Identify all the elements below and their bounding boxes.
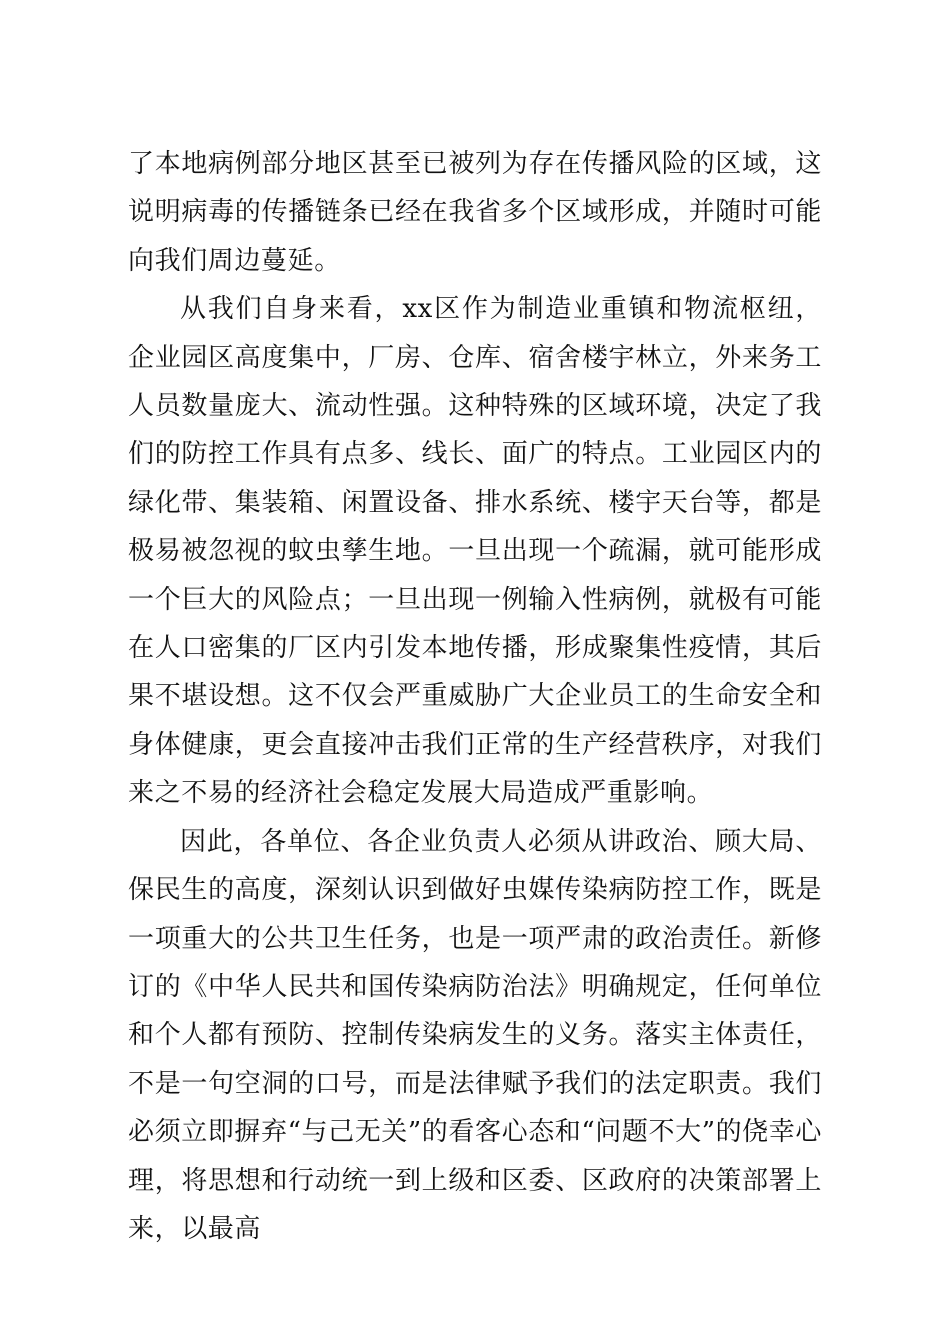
paragraph-continuation: 了本地病例部分地区甚至已被列为存在传播风险的区域，这说明病毒的传播链条已经在我省多个区域形成，并随时可能向我们周边蔓延。 bbox=[128, 149, 822, 276]
paragraph-local-situation: 从我们自身来看，xx区作为制造业重镇和物流枢纽，企业园区高度集中，厂房、仓库、宿舍楼宇林立，外来务工人员数量庞大、流动性强。这种特殊的区域环境，决定了我们的防控工作具有点多、线长、面广的特点。工业园区内的绿化带、集装箱、闲置设备、排水系统、楼宇天台等，都是极易被忽视的蚊虫孳生地。一旦出现一个疏漏，就可能形成一个巨大的风险点；一旦出现一例输入性病例，就极有可能在人口密集的厂区内引发本地传播，形成聚集性疫情，其后果不堪设想。这不仅会严重威胁广大企业员工的生命安全和身体健康，更会直接冲击我们正常的生产经营秩序，对我们来之不易的经济社会稳定发展大局造成严重影响。 bbox=[128, 294, 822, 809]
document-body bbox=[128, 140, 822, 1253]
paragraph-responsibility: 因此，各单位、各企业负责人必须从讲政治、顾大局、保民生的高度，深刻认识到做好虫媒传染病防控工作，既是一项重大的公共卫生任务，也是一项严肃的政治责任。新修订的《中华人民共和国传染病防治法》明确规定，任何单位和个人都有预防、控制传染病发生的义务。落实主体责任，不是一句空洞的口号，而是法律赋予我们的法定职责。我们必须立即摒弃“与己无关”的看客心态和“问题不大”的侥幸心理，将思想和行动统一到上级和区委、区政府的决策部署上来，以最高 bbox=[128, 826, 822, 1244]
